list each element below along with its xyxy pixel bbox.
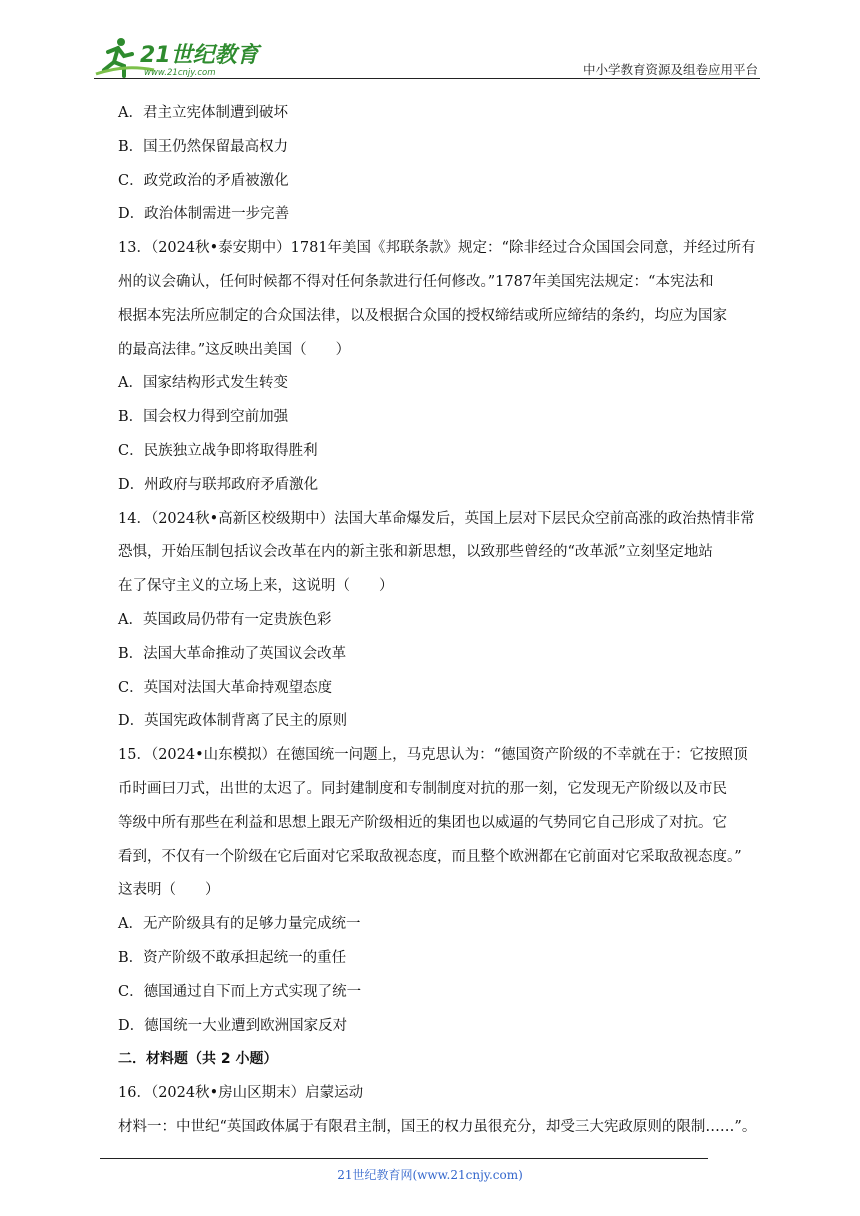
header-divider [94,78,760,79]
answer-option: D．英国宪政体制背离了民主的原则 [118,713,348,730]
logo-url: www.21cnjy.com [144,68,216,78]
question-text: 等级中所有那些在利益和思想上跟无产阶级相近的集团也以威逼的气势同它自己形成了对抗。它 [118,814,727,831]
answer-option: D．州政府与联邦政府矛盾激化 [118,476,319,493]
question-stem: 15．（2024•山东模拟）在德国统一问题上，马克思认为：“德国资产阶级的不幸就在于：它按照顶 [118,747,748,764]
logo-21cnjy [94,36,264,80]
footer-text: 21世纪教育网(www.21cnjy.com) [337,1168,523,1182]
question-stem: 13．（2024秋•泰安期中）1781年美国《邦联条款》规定：“除非经过合众国国会同意，并经过所有 [118,240,756,257]
question-text: 材料一：中世纪“英国政体属于有限君主制，国王的权力虽很充分，却受三大宪政原则的限制……”。 [118,1118,757,1135]
question-stem: 14．（2024秋•高新区校级期中）法国大革命爆发后，英国上层对下层民众空前高涨的政治热情非常 [118,510,755,527]
question-text: 看到，不仅有一个阶级在它后面对它采取敌视态度，而且整个欧洲都在它前面对它采取敌视态度。” [118,848,742,865]
section-heading: 二．材料题（共 2 小题） [118,1051,278,1068]
question-text: 在了保守主义的立场上来，这说明（ ） [118,578,394,595]
logo-text: 21世纪教育 [140,43,259,68]
answer-option: C．德国通过自下而上方式实现了统一 [118,983,362,1000]
page-header [94,36,760,80]
question-text: 币时画曰刀式，出世的太迟了。同封建制度和专制制度对抗的那一刻，它发现无产阶级以及市民 [118,780,727,797]
answer-option: B．国会权力得到空前加强 [118,409,289,426]
answer-option: B．国王仍然保留最高权力 [118,138,289,155]
answer-option: D．德国统一大业遭到欧洲国家反对 [118,1017,348,1034]
question-text: 州的议会确认，任何时候都不得对任何条款进行任何修改。”1787年美国宪法规定：“本宪法和 [118,273,714,290]
answer-option: A．国家结构形式发生转变 [118,375,288,392]
footer-divider [100,1158,708,1159]
answer-option: A．君主立宪体制遭到破坏 [118,105,288,121]
question-stem: 16．（2024秋•房山区期末）启蒙运动 [118,1085,364,1102]
answer-option: A．英国政局仍带有一定贵族色彩 [118,611,332,628]
answer-option: C．民族独立战争即将取得胜利 [118,442,318,459]
answer-option: B．资产阶级不敢承担起统一的重任 [118,949,347,966]
question-text: 恐惧，开始压制包括议会改革在内的新主张和新思想，以致那些曾经的“改革派”立刻坚定地站 [118,544,713,561]
answer-option: D．政治体制需进一步完善 [118,206,290,223]
answer-option: C．英国对法国大革命持观望态度 [118,679,333,696]
answer-option: C．政党政治的矛盾被激化 [118,172,289,189]
question-text: 根据本宪法所应制定的合众国法律，以及根据合众国的授权缔结或所应缔结的条约，均应为国家 [118,307,727,324]
answer-option: A．无产阶级具有的足够力量完成统一 [118,916,361,933]
platform-title: 中小学教育资源及组卷应用平台 [582,62,758,77]
question-text: 这表明（ ） [118,882,220,899]
answer-option: B．法国大革命推动了英国议会改革 [118,645,347,662]
question-text: 的最高法律。”这反映出美国（ ） [118,341,351,358]
document-body [100,97,760,1145]
